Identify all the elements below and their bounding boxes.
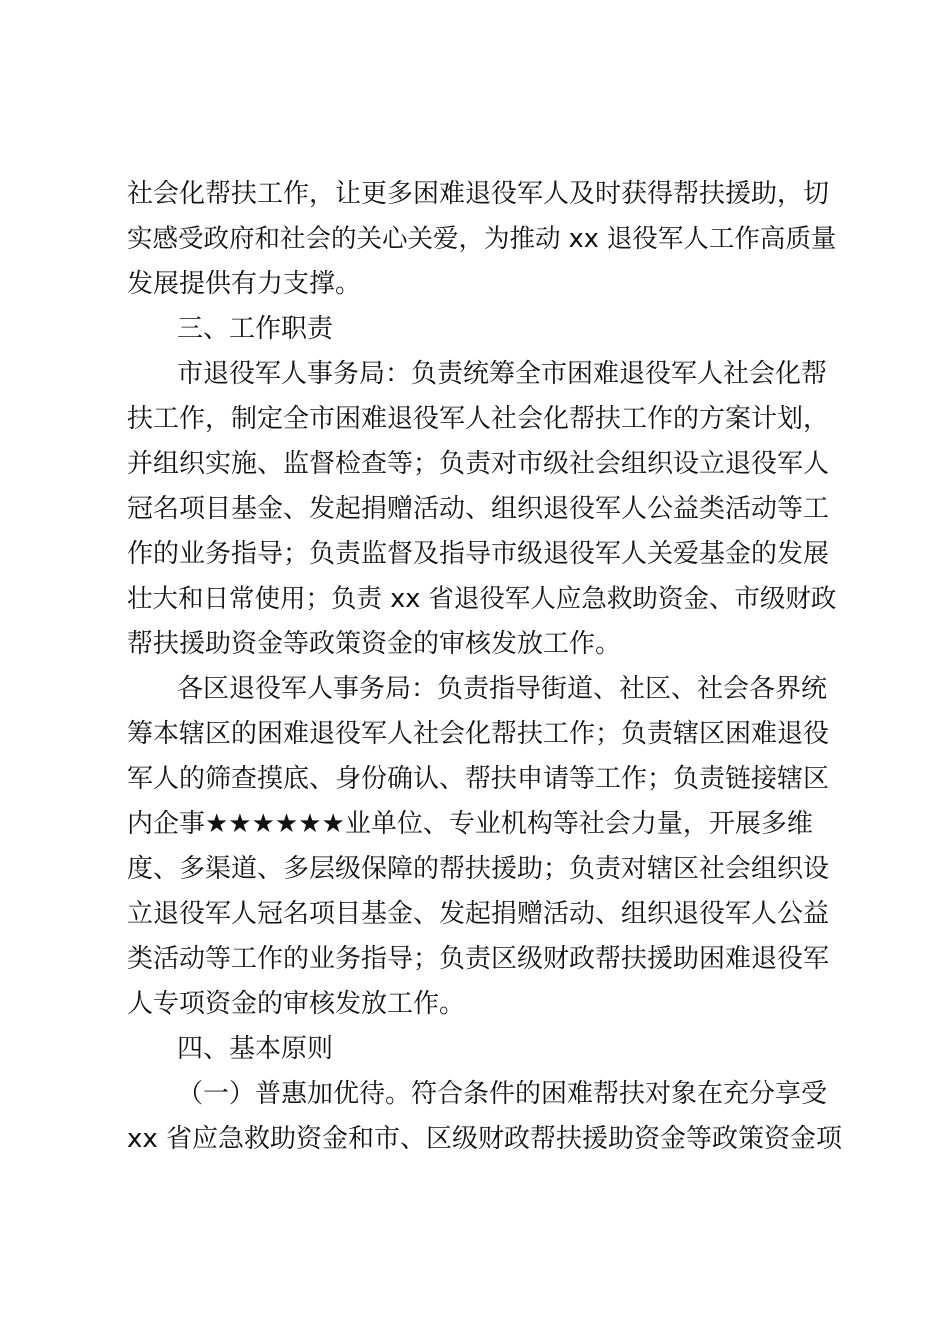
body-text-line: xx 省应急救助资金和市、区级财政帮扶援助资金等政策资金项: [127, 1124, 843, 1154]
body-text-line: 立退役军人冠名项目基金、发起捐赠活动、组织退役军人公益: [127, 899, 830, 929]
body-text-line: 军人的筛查摸底、身份确认、帮扶申请等工作；负责链接辖区: [127, 764, 830, 794]
body-text-line: 筹本辖区的困难退役军人社会化帮扶工作；负责辖区困难退役: [127, 719, 830, 749]
body-text-line: 人专项资金的审核发放工作。: [127, 989, 466, 1019]
body-text-line: 作的业务指导；负责监督及指导市级退役军人关爱基金的发展: [127, 539, 830, 569]
body-text-line: 类活动等工作的业务指导；负责区级财政帮扶援助困难退役军: [127, 944, 830, 974]
body-text-line: 内企事★★★★★★业单位、专业机构等社会力量，开展多维: [127, 809, 813, 839]
body-text-line: 度、多渠道、多层级保障的帮扶援助；负责对辖区社会组织设: [127, 854, 830, 884]
body-text-line: 并组织实施、监督检查等；负责对市级社会组织设立退役军人: [127, 449, 830, 479]
body-text-line: 发展提供有力支撑。: [127, 269, 362, 299]
body-text-line: 壮大和日常使用；负责 xx 省退役军人应急救助资金、市级财政: [127, 584, 837, 614]
body-text-line: 扶工作，制定全市困难退役军人社会化帮扶工作的方案计划，: [127, 404, 830, 434]
body-text-line: 帮扶援助资金等政策资金的审核发放工作。: [127, 629, 622, 659]
section-heading: 三、工作职责: [177, 314, 334, 344]
body-text-line: 社会化帮扶工作，让更多困难退役军人及时获得帮扶援助，切: [127, 179, 830, 209]
body-text-line: 各区退役军人事务局：负责指导街道、社区、社会各界统: [177, 674, 828, 704]
body-text-line: 冠名项目基金、发起捐赠活动、组织退役军人公益类活动等工: [127, 494, 830, 524]
section-heading: 四、基本原则: [177, 1034, 334, 1064]
body-text-line: 实感受政府和社会的关心关爱，为推动 xx 退役军人工作高质量: [127, 224, 837, 254]
body-text-line: 市退役军人事务局：负责统筹全市困难退役军人社会化帮: [177, 359, 828, 389]
body-text-line: （一）普惠加优待。符合条件的困难帮扶对象在充分享受: [177, 1079, 828, 1109]
